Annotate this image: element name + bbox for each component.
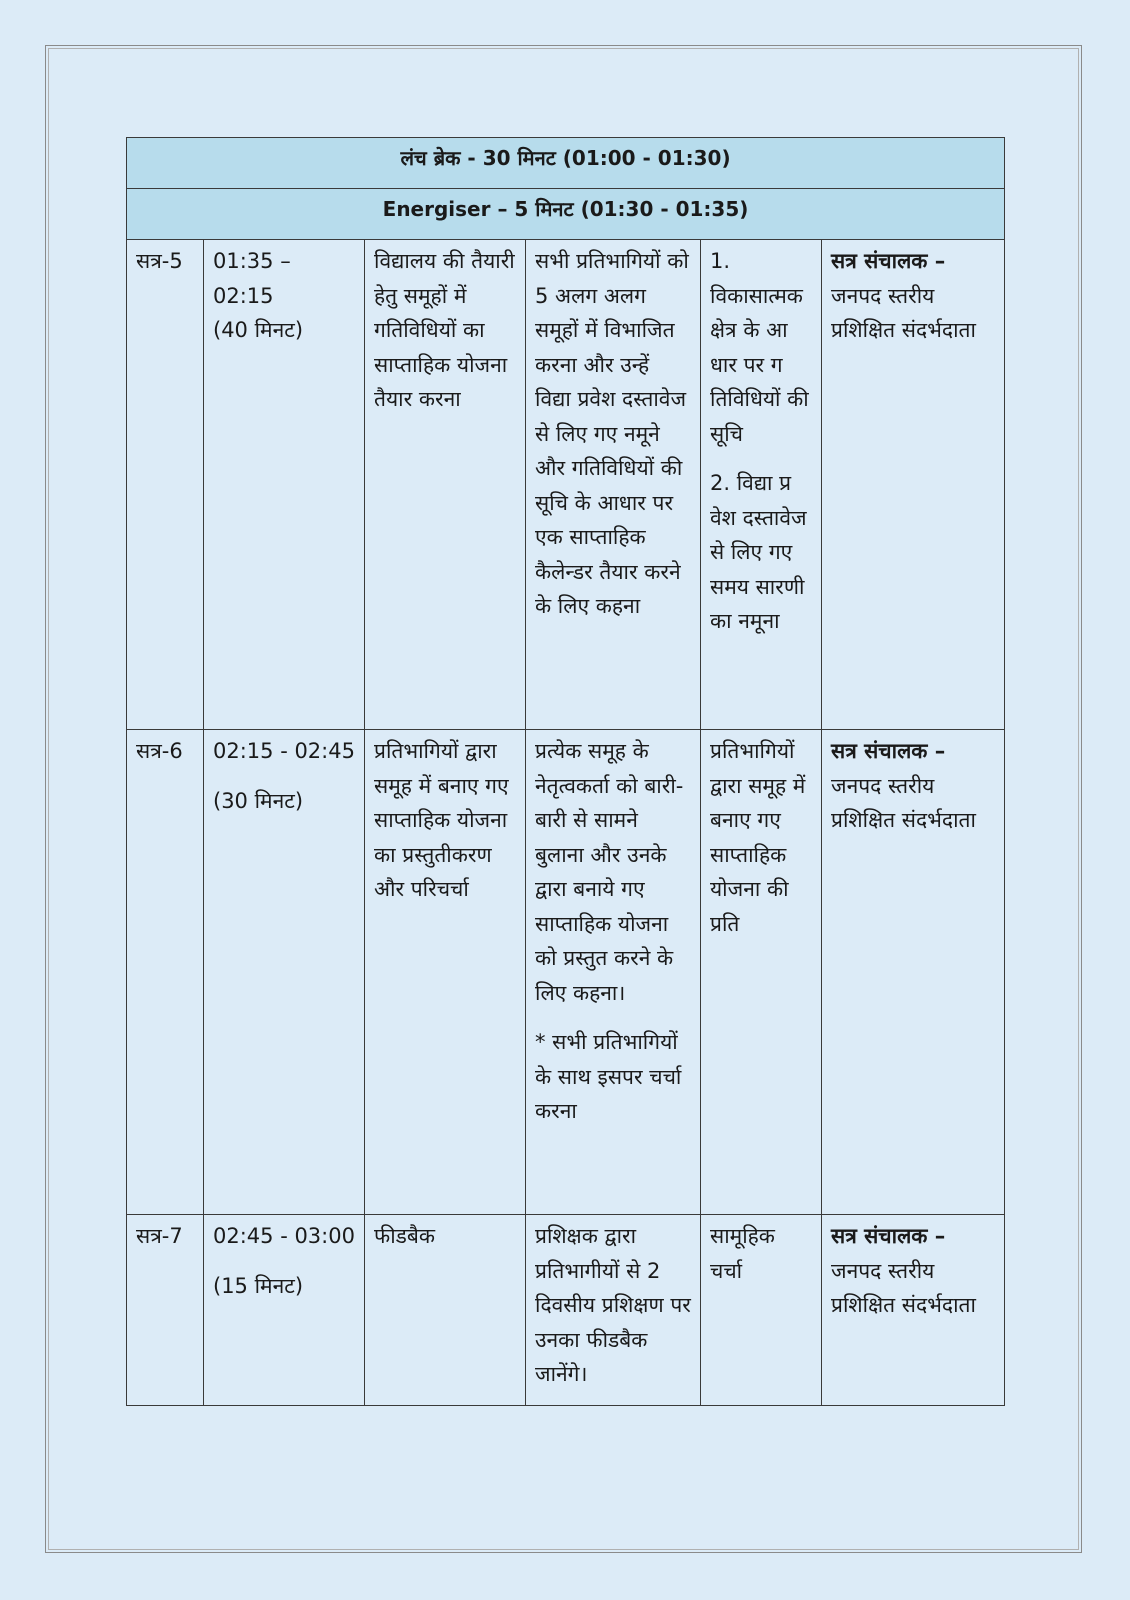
table-row xyxy=(127,730,1005,1215)
energiser-row xyxy=(127,189,1005,240)
session-duration: (15 मिनट) xyxy=(213,1273,304,1298)
session-facilitator-cell xyxy=(822,1215,1005,1406)
session-method-cell xyxy=(526,240,701,730)
session-materials-cell xyxy=(701,730,822,1215)
session-topic: विद्यालय की तैयारी हेतु समूहों में गतिविधियों का साप्ताहिक योजना तैयार करना xyxy=(365,240,526,730)
session-topic: फीडबैक xyxy=(365,1215,526,1406)
schedule-table xyxy=(126,137,1005,1406)
table-row xyxy=(127,1215,1005,1406)
session-material: सामूहिक चर्चा xyxy=(710,1224,775,1283)
lunch-break-cell: लंच ब्रेक - 30 मिनट (01:00 - 01:30) xyxy=(127,138,1005,189)
session-material: 2. विद्या प्रवेश दस्तावेज से लिए गए समय सारणी का नमूना xyxy=(710,471,807,633)
session-time-cell xyxy=(204,240,365,730)
session-materials-cell xyxy=(701,240,822,730)
session-id: सत्र-7 xyxy=(127,1215,204,1406)
session-materials-cell xyxy=(701,1215,822,1406)
facilitator-name: जनपद स्तरीय प्रशिक्षित संदर्भदाता xyxy=(831,283,976,342)
facilitator-label: सत्र संचालक – xyxy=(831,1224,946,1248)
energiser-cell: Energiser – 5 मिनट (01:30 - 01:35) xyxy=(127,189,1005,240)
session-method: प्रत्येक समूह के नेतृत्वकर्ता को बारी-बारी से सामने बुलाना और उनके द्वारा बनाये गए साप्ताहिक योजना को प्रस्तुत करने के लिए कहना। xyxy=(535,739,684,1005)
session-method: * सभी प्रतिभागियों के साथ इसपर चर्चा करना xyxy=(535,1030,682,1123)
session-material: 1. विकासात्मक क्षेत्र के आधार पर गतिविधियों की सूचि xyxy=(710,249,809,446)
session-method-cell xyxy=(526,730,701,1215)
table-row xyxy=(127,240,1005,730)
facilitator-label: सत्र संचालक – xyxy=(831,739,946,763)
session-topic: प्रतिभागियों द्वारा समूह में बनाए गए साप्ताहिक योजना का प्रस्तुतीकरण और परिचर्चा xyxy=(365,730,526,1215)
session-facilitator-cell xyxy=(822,240,1005,730)
session-method: प्रशिक्षक द्वारा प्रतिभागीयों से 2 दिवसीय प्रशिक्षण पर उनका फीडबैक जानेंगे। xyxy=(535,1224,691,1386)
facilitator-name: जनपद स्तरीय प्रशिक्षित संदर्भदाता xyxy=(831,1258,976,1317)
facilitator-label: सत्र संचालक – xyxy=(831,249,946,273)
session-time: 02:15 - 02:45 xyxy=(213,739,355,763)
session-facilitator-cell xyxy=(822,730,1005,1215)
session-time-cell xyxy=(204,730,365,1215)
session-method: सभी प्रतिभागियों को 5 अलग अलग समूहों में विभाजित करना और उन्हें विद्या प्रवेश दस्तावेज से लिए गए नमूने और गतिविधियों की सूचि के आधार पर एक साप्ताहिक कैलेन्डर तैयार करने के लिए कहना xyxy=(535,249,689,618)
session-time-cell xyxy=(204,1215,365,1406)
session-duration: (40 मिनट) xyxy=(213,318,304,342)
session-time: 02:45 - 03:00 xyxy=(213,1224,355,1248)
session-id: सत्र-5 xyxy=(127,240,204,730)
session-duration: (30 मिनट) xyxy=(213,788,304,813)
session-material: प्रतिभागियों द्वारा समूह में बनाए गए साप्ताहिक योजना की प्रति xyxy=(710,739,806,936)
session-time: 01:35 – 02:15 xyxy=(213,249,291,308)
session-id: सत्र-6 xyxy=(127,730,204,1215)
lunch-break-row xyxy=(127,138,1005,189)
facilitator-name: जनपद स्तरीय प्रशिक्षित संदर्भदाता xyxy=(831,773,976,832)
session-method-cell xyxy=(526,1215,701,1406)
